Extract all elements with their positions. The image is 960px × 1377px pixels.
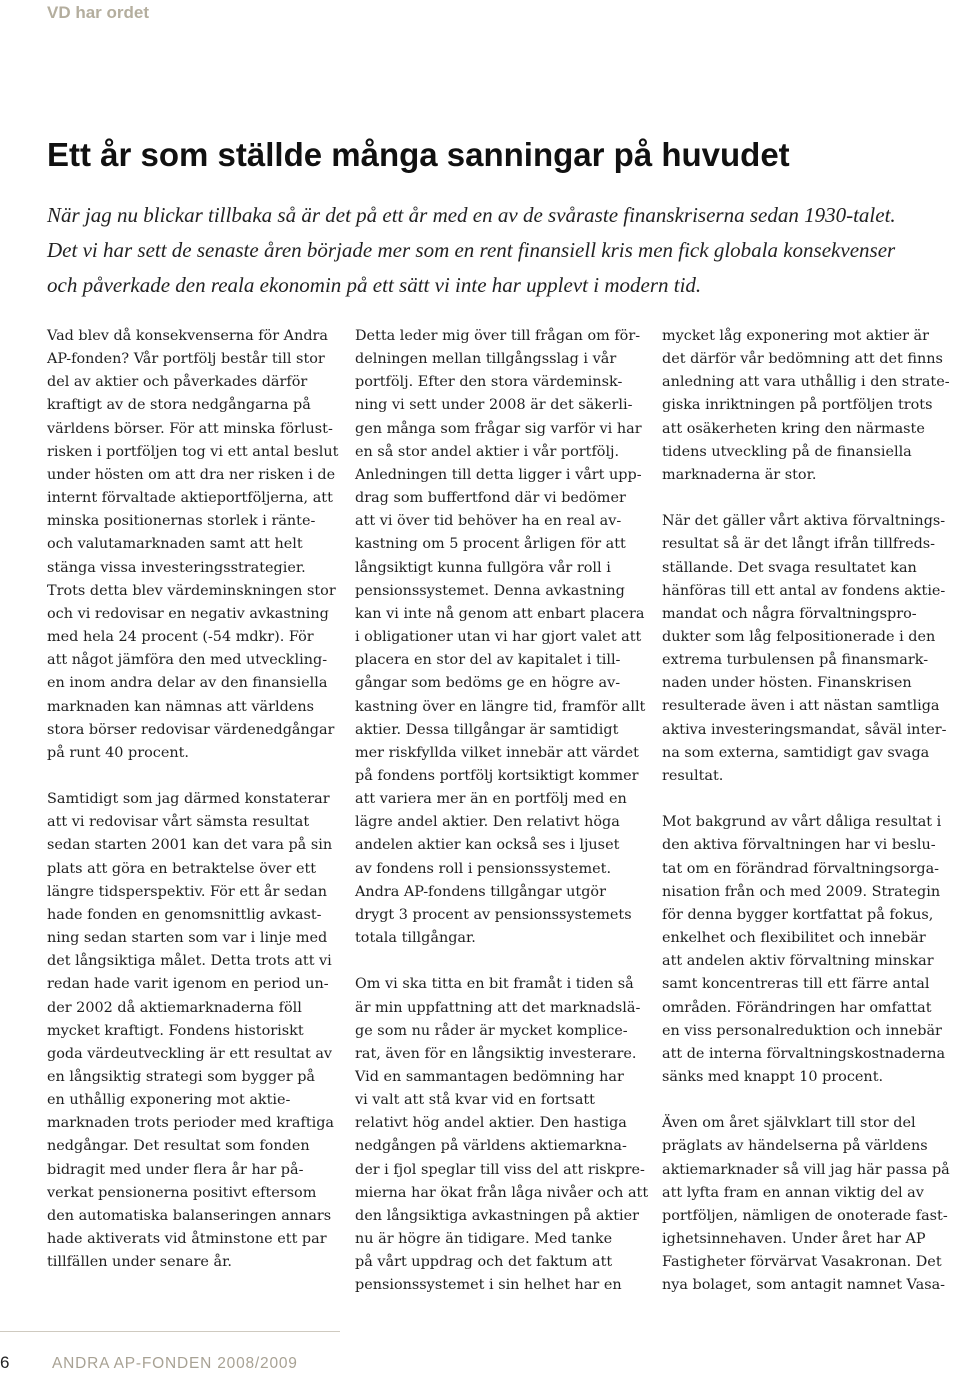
text-line: samt koncentreras till ett färre antal	[662, 976, 930, 993]
text-line: mierna har ökat från låga nivåer och att	[355, 1184, 649, 1201]
text-line: tat om en förändrad förvaltningsorga-	[662, 860, 940, 877]
text-line: på runt 40 procent.	[47, 744, 189, 761]
text-line: Andra AP-fondens tillgångar utgör	[355, 883, 606, 900]
text-line: sedan starten 2001 kan det vara på sin	[47, 837, 333, 854]
lead-line: Det vi har sett de senaste åren började mer som en rent finansiell kris men fick globala konsekvenser	[47, 238, 896, 262]
text-line: med hela 24 procent (-54 mdkr). För	[47, 629, 314, 646]
text-line: drag som buffertfond där vi bedömer	[355, 490, 626, 507]
text-line: AP-fonden? Vår portfölj består till stor	[47, 351, 325, 368]
text-line: för denna bygger kortfattat på fokus,	[662, 906, 934, 923]
text-line: goda värdeutveckling är ett resultat av	[47, 1045, 333, 1062]
text-line: på fondens portfölj kortsiktigt kommer	[355, 767, 639, 784]
text-line: Fastigheter förvärvat Vasakronan. Det	[662, 1254, 942, 1271]
paragraph-gap	[47, 765, 337, 788]
page-number: 6	[0, 1353, 10, 1372]
text-line: lägre andel aktier. Den relativt höga	[355, 814, 620, 831]
text-line: aktiemarknader så vill jag här passa på	[662, 1161, 950, 1178]
publication-name: ANDRA AP-FONDEN 2008/2009	[52, 1355, 298, 1372]
text-line: enkelhet och flexibilitet och innebär	[662, 930, 926, 947]
text-line: placera en stor del av kapitalet i till-	[355, 652, 621, 669]
body-paragraph	[662, 325, 952, 487]
article-lead	[47, 198, 952, 303]
text-line: verkat pensionerna positivt eftersom	[47, 1184, 317, 1201]
text-line: der 2002 då aktiemarknaderna föll	[47, 999, 302, 1016]
text-line: att lyfta fram en annan viktig del av	[662, 1184, 924, 1201]
text-line: andelen aktier kan också ses i ljuset	[355, 837, 620, 854]
text-line: stora börser redovisar värdenedgångar	[47, 721, 335, 738]
body-paragraph	[355, 973, 649, 1297]
text-line: risken i portföljen tog vi ett antal beslut	[47, 443, 339, 460]
text-line: resultat.	[662, 767, 724, 784]
text-line: stänga vissa investeringsstrategier.	[47, 559, 306, 576]
text-line: marknaderna är stor.	[662, 466, 817, 483]
text-line: att osäkerheten kring den närmaste	[662, 420, 925, 437]
text-line: Anledningen till detta ligger i vårt upp-	[355, 466, 642, 483]
text-line: resultat så är det långt ifrån tillfreds-	[662, 536, 936, 553]
text-line: ställande. Det svaga resultatet kan	[662, 559, 917, 576]
footer-divider	[0, 1331, 340, 1332]
text-line: hade aktiverats vid åtminstone ett par	[47, 1231, 327, 1248]
text-line: extrema turbulensen på finansmark-	[662, 652, 929, 669]
paragraph-gap	[662, 1089, 952, 1112]
section-tag: VD har ordet	[47, 3, 150, 22]
text-line: nisation från och med 2009. Strategin	[662, 883, 941, 900]
text-column-2	[355, 325, 649, 1298]
text-line: redan hade varit igenom en period un-	[47, 976, 329, 993]
text-line: ighetsinnehaven. Under året har AP	[662, 1231, 926, 1248]
text-line: och valutamarknaden samt att helt	[47, 536, 303, 553]
text-line: nedgången på världens aktiemarkna-	[355, 1138, 627, 1155]
text-line: kastning över en längre tid, framför allt	[355, 698, 646, 715]
text-line: på vårt uppdrag och det faktum att	[355, 1254, 613, 1271]
text-line: det långsiktiga målet. Detta trots att vi	[47, 953, 332, 970]
text-line: världens börser. För att minska förlust-	[47, 420, 333, 437]
text-line: den aktiva förvaltningen har vi beslu-	[662, 837, 936, 854]
text-line: att de interna förvaltningskostnaderna	[662, 1045, 946, 1062]
text-line: präglats av händelserna på världens	[662, 1138, 928, 1155]
text-line: mycket låg exponering mot aktier är	[662, 328, 930, 344]
text-line: att vi över tid behöver ha en real av-	[355, 513, 622, 530]
text-line: vi valt att stå kvar vid en fortsatt	[355, 1092, 595, 1109]
text-line: relativt hög andel aktier. Den hastiga	[355, 1115, 627, 1132]
text-column-3	[662, 325, 952, 1298]
body-paragraph	[355, 325, 645, 950]
text-line: en uthållig exponering mot aktie-	[47, 1092, 291, 1109]
text-line: rat, även för en långsiktig investerare.	[355, 1045, 637, 1062]
text-line: att variera mer än en portfölj med en	[355, 791, 627, 808]
text-line: kan vi inte nå genom att enbart placera	[355, 605, 645, 622]
text-line: internt förvaltade aktieportföljerna, att	[47, 490, 333, 507]
text-line: i obligationer utan vi har gjort valet att	[355, 629, 642, 646]
text-line: mycket kraftigt. Fondens historiskt	[47, 1022, 304, 1039]
text-line: gångar som bedöms ge en högre av-	[355, 675, 621, 692]
text-line: nu är högre än tidigare. Med tanke	[355, 1231, 613, 1248]
text-line: minska positionernas storlek i ränte-	[47, 513, 316, 530]
text-line: en viss personalreduktion och innebär	[662, 1022, 942, 1039]
paragraph-gap	[662, 487, 952, 510]
text-line: bidragit med under flera år har på-	[47, 1161, 304, 1178]
text-line: att andelen aktiv förvaltning minskar	[662, 953, 934, 970]
text-line: Vad blev då konsekvenserna för Andra	[47, 328, 329, 344]
text-line: är min uppfattning att det marknadslä-	[355, 999, 641, 1016]
text-line: tillfällen under senare år.	[47, 1254, 232, 1271]
body-paragraph	[47, 325, 337, 765]
body-paragraph	[662, 811, 952, 1089]
text-line: portfölj. Efter den stora värdeminsk-	[355, 374, 623, 391]
text-line: der i fjol speglar till viss del att riskpre-	[355, 1161, 645, 1178]
text-line: Trots detta blev värdeminskningen stor	[47, 582, 336, 599]
text-line: mandat och några förvaltningspro-	[662, 605, 917, 622]
text-line: den automatiska balanseringen annars	[47, 1207, 332, 1224]
text-line: hänföras till ett antal av fondens aktie-	[662, 582, 946, 599]
text-line: nedgångar. Det resultat som fonden	[47, 1138, 310, 1155]
paragraph-gap	[355, 950, 645, 973]
text-line: längre tidsperspektiv. För ett år sedan	[47, 883, 327, 900]
text-line: delningen mellan tillgångsslag i vår	[355, 351, 617, 368]
text-line: kraftigt av de stora nedgångarna på	[47, 397, 311, 414]
text-line: drygt 3 procent av pensionssystemets	[355, 906, 632, 923]
text-line: Om vi ska titta en bit framåt i tiden så	[355, 976, 634, 993]
text-line: och vi redovisar en negativ avkastning	[47, 605, 329, 622]
text-line: mer riskfyllda vilket innebär att värdet	[355, 744, 639, 761]
text-line: hade fonden en genomsnittlig avkast-	[47, 906, 322, 923]
paragraph-gap	[662, 788, 952, 811]
text-line: Mot bakgrund av vårt dåliga resultat i	[662, 814, 942, 831]
text-line: marknaden trots perioder med kraftiga	[47, 1115, 334, 1132]
text-line: ning vi sett under 2008 är det säkerli-	[355, 397, 633, 414]
text-line: en så stor andel aktier i vår portfölj.	[355, 443, 620, 460]
text-line: tidens utveckling på de finansiella	[662, 443, 912, 460]
lead-line: När jag nu blickar tillbaka så är det på ett år med en av de svåraste finanskriserna sedan 1930-talet.	[47, 203, 896, 227]
text-line: aktiva investeringsmandat, såväl inter-	[662, 721, 947, 738]
text-line: Även om året självklart till stor del	[662, 1115, 916, 1132]
text-line: portföljen, nämligen de onoterade fast-	[662, 1207, 948, 1224]
article-title: Ett år som ställde många sanningar på huvudet	[47, 136, 790, 173]
text-line: gen många som frågar sig varför vi har	[355, 420, 642, 437]
text-line: plats att göra en betraktelse över ett	[47, 860, 317, 877]
text-line: områden. Förändringen har omfattat	[662, 999, 932, 1016]
text-line: pensionssystemet i sin helhet har en	[355, 1277, 622, 1294]
body-paragraph	[662, 1112, 952, 1297]
text-line: ning sedan starten som var i linje med	[47, 930, 328, 947]
lead-line: och påverkade den reala ekonomin på ett sätt vi inte har upplevt i modern tid.	[47, 273, 702, 297]
text-line: dukter som låg felpositionerade i den	[662, 629, 936, 646]
text-line: det därför vår bedömning att det finns	[662, 351, 943, 368]
text-line: långsiktigt kunna fullgöra vår roll i	[355, 559, 611, 576]
text-line: marknaden kan nämnas att världens	[47, 698, 314, 715]
text-line: den långsiktiga avkastningen på aktier	[355, 1207, 640, 1224]
body-paragraph	[662, 510, 952, 788]
text-line: Vid en sammantagen bedömning har	[355, 1068, 624, 1085]
text-line: Samtidigt som jag därmed konstaterar	[47, 791, 330, 808]
text-line: Detta leder mig över till frågan om för-	[355, 328, 641, 344]
text-line: anledning att vara uthållig i den strate-	[662, 374, 950, 391]
text-line: en inom andra delar av den finansiella	[47, 675, 328, 692]
text-line: giska inriktningen på portföljen trots	[662, 397, 933, 414]
text-line: del av aktier och påverkades därför	[47, 374, 308, 391]
text-line: att vi redovisar vårt sämsta resultat	[47, 814, 310, 831]
text-line: na som externa, samtidigt gav svaga	[662, 744, 930, 761]
text-line: När det gäller vårt aktiva förvaltnings-	[662, 513, 946, 530]
text-line: nya bolaget, som antagit namnet Vasa-	[662, 1277, 946, 1294]
text-line: kastning om 5 procent årligen för att	[355, 536, 626, 553]
text-line: under hösten om att dra ner risken i de	[47, 466, 336, 483]
text-column-1	[47, 325, 337, 1274]
body-paragraph	[47, 788, 337, 1274]
text-line: ge som nu råder är mycket komplice-	[355, 1022, 628, 1039]
text-line: att något jämföra den med utveckling-	[47, 652, 328, 669]
text-line: naden under hösten. Finanskrisen	[662, 675, 912, 692]
text-line: av fondens roll i pensionssystemet.	[355, 860, 612, 877]
text-line: sänks med knappt 10 procent.	[662, 1068, 884, 1085]
text-line: en långsiktig strategi som bygger på	[47, 1068, 316, 1085]
text-line: resulterade även i att nästan samtliga	[662, 698, 940, 715]
text-line: aktier. Dessa tillgångar är samtidigt	[355, 721, 619, 738]
text-line: pensionssystemet. Denna avkastning	[355, 582, 625, 599]
text-line: totala tillgångar.	[355, 930, 476, 947]
